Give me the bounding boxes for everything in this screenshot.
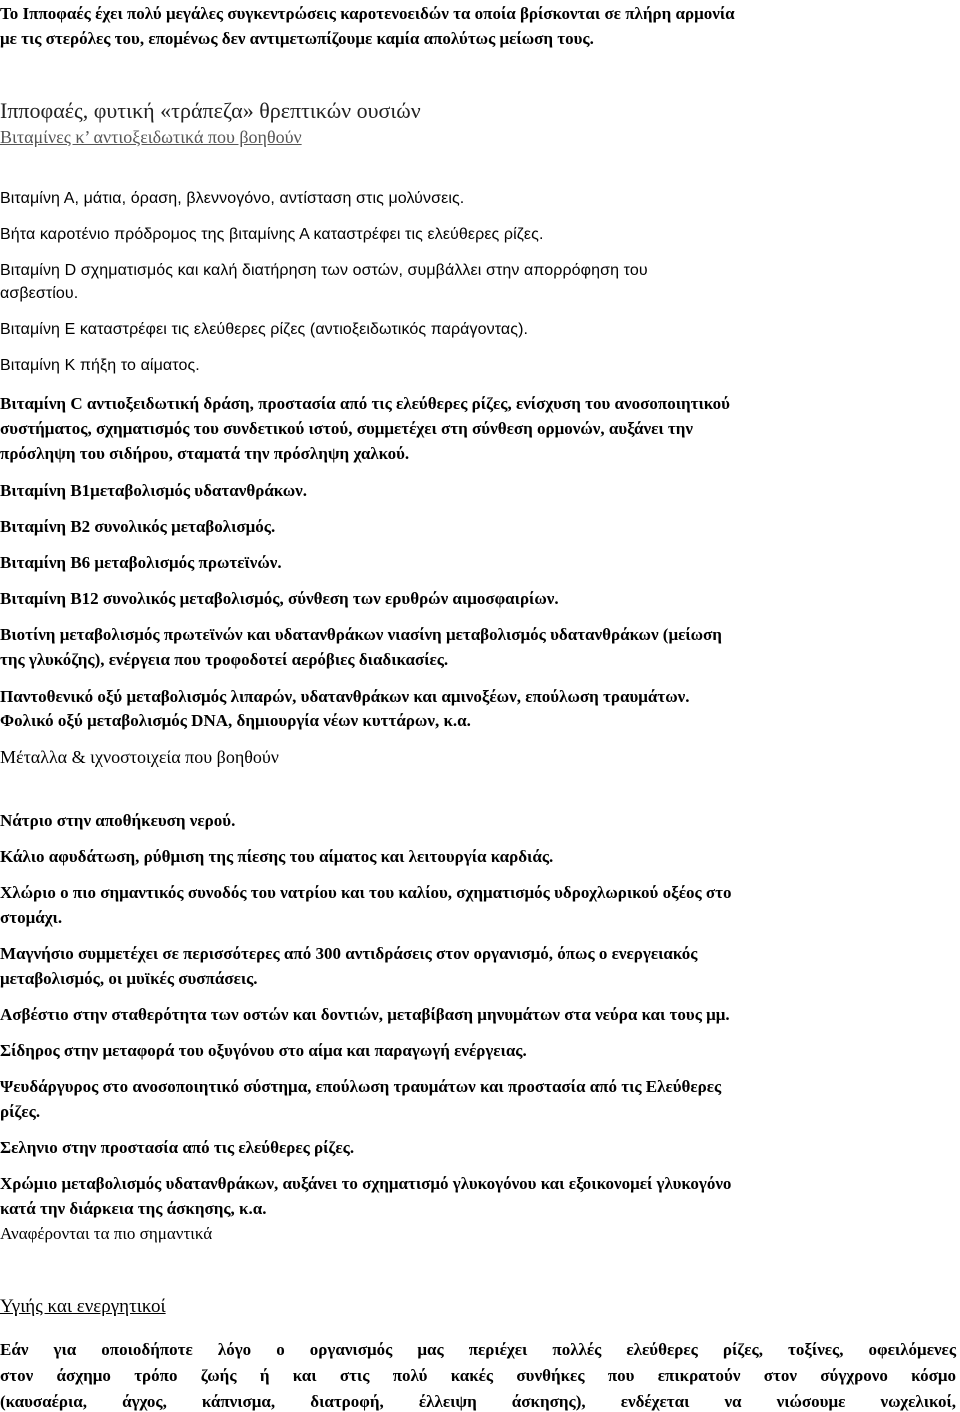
vitamin-line: Βιταμίνη D σχηματισμός και καλή διατήρηση των οστών, συμβάλλει στην απορρόφηση του bbox=[0, 262, 648, 279]
vitamin-line: Βιταμίνη Κ πήξη το αίματος. bbox=[0, 357, 200, 374]
mineral-line: Κάλιο αφυδάτωση, ρύθμιση της πίεσης του αίματος και λειτουργία καρδιάς. bbox=[0, 847, 554, 866]
mineral-line: Σίδηρος στην μεταφορά του οξυγόνου στο αίμα και παραγωγή ενέργειας. bbox=[0, 1041, 527, 1060]
healthy-heading: Υγιής και ενεργητικοί bbox=[0, 1296, 166, 1317]
intro-line: Το Ιπποφαές έχει πολύ μεγάλες συγκεντρώσεις καροτενοειδών τα οποία βρίσκονται σε πλήρη αρμονία bbox=[0, 4, 735, 23]
mineral-line: Ασβέστιο στην σταθερότητα των οστών και δοντιών, μεταβίβαση μηνυμάτων στα νεύρα και τους μμ. bbox=[0, 1005, 730, 1024]
vitamin-line: Βιταμίνη Β12 συνολικός μεταβολισμός, σύνθεση των ερυθρών αιμοσφαιρίων. bbox=[0, 589, 559, 608]
section-subtitle: Βιταμίνες κ’ αντιοξειδωτικά που βοηθούν bbox=[0, 127, 302, 147]
mineral-line: Ψευδάργυρος στο ανοσοποιητικό σύστημα, επούλωση τραυμάτων και προστασία από τις Ελεύθερες bbox=[0, 1077, 722, 1096]
healthy-line: (καυσαέρια, άγχος, κάπνισμα, διατροφή, έλλειψη άσκησης), ενδέχεται να νιώσουμε νωχελικοί, bbox=[0, 1392, 956, 1411]
healthy-line: στον άσχημο τρόπο ζωής ή και στις πολύ κακές συνθήκες που επικρατούν στον σύγχρονο κόσμο bbox=[0, 1366, 956, 1385]
vitamin-line: Βήτα καροτένιο πρόδρομος της βιταμίνης Α καταστρέφει τις ελεύθερες ρίζες. bbox=[0, 226, 544, 243]
vitamin-line: Φολικό οξύ μεταβολισμός DNA, δημιουργία νέων κυττάρων, κ.α. bbox=[0, 711, 471, 730]
vitamin-line: πρόσληψη του σιδήρου, σταματά την πρόσληψη χαλκού. bbox=[0, 444, 410, 463]
vitamin-line: της γλυκόζης), ενέργεια που τροφοδοτεί αερόβιες διαδικασίες. bbox=[0, 650, 449, 669]
mineral-line: ρίζες. bbox=[0, 1102, 41, 1121]
vitamin-line: Βιταμίνη Β2 συνολικός μεταβολισμός. bbox=[0, 517, 276, 536]
vitamin-line: Βιταμίνη Β6 μεταβολισμός πρωτεϊνών. bbox=[0, 553, 282, 572]
section-title: Ιπποφαές, φυτική «τράπεζα» θρεπτικών ουσιών bbox=[0, 98, 421, 123]
healthy-line: Εάν για οποιοδήποτε λόγο ο οργανισμός μας περιέχει πολλές ελεύθερες ρίζες, τοξίνες, οφειλόμενες bbox=[0, 1340, 956, 1359]
vitamin-line: Βιοτίνη μεταβολισμός πρωτεϊνών και υδατανθράκων νιασίνη μεταβολισμός υδατανθράκων (μείωση bbox=[0, 625, 722, 644]
vitamin-line: Παντοθενικό οξύ μεταβολισμός λιπαρών, υδατανθράκων και αμινοξέων, επούλωση τραυμάτων. bbox=[0, 687, 690, 706]
mineral-line: Σεληνιο στην προστασία από τις ελεύθερες ρίζες. bbox=[0, 1138, 355, 1157]
intro-line: με τις στερόλες του, επομένως δεν αντιμετωπίζουμε καμία απολύτως μείωση τους. bbox=[0, 29, 594, 48]
vitamin-line: Βιταμίνη Β1μεταβολισμός υδατανθράκων. bbox=[0, 481, 308, 500]
mineral-line: Χρώμιο μεταβολισμός υδατανθράκων, αυξάνει το σχηματισμό γλυκογόνου και εξοικονομεί γλυκογόνο bbox=[0, 1174, 732, 1193]
vitamin-line: Βιταμίνη C αντιοξειδωτική δράση, προστασία από τις ελεύθερες ρίζες, ενίσχυση του ανοσοποιητικού bbox=[0, 394, 731, 413]
minerals-heading: Μέταλλα & ιχνοστοιχεία που βοηθούν bbox=[0, 747, 279, 767]
minerals-footer: Αναφέρονται τα πιο σημαντικά bbox=[0, 1224, 213, 1243]
mineral-line: κατά την διάρκεια της άσκησης, κ.α. bbox=[0, 1199, 267, 1218]
mineral-line: Μαγνήσιο συμμετέχει σε περισσότερες από 300 αντιδράσεις στον οργανισμό, όπως ο ενεργειακός bbox=[0, 944, 698, 963]
vitamin-line: Βιταμίνη Ε καταστρέφει τις ελεύθερες ρίζες (αντιοξειδωτικός παράγοντας). bbox=[0, 321, 529, 338]
mineral-line: μεταβολισμός, οι μυϊκές συσπάσεις. bbox=[0, 969, 258, 988]
vitamin-line: ασβεστίου. bbox=[0, 285, 79, 302]
mineral-line: Νάτριο στην αποθήκευση νερού. bbox=[0, 811, 236, 830]
vitamin-line: Βιταμίνη Α, μάτια, όραση, βλεννογόνο, αντίσταση στις μολύνσεις. bbox=[0, 190, 465, 207]
mineral-line: στομάχι. bbox=[0, 908, 63, 927]
vitamin-line: συστήματος, σχηματισμός του συνδετικού ιστού, συμμετέχει στη σύνθεση ορμονών, αυξάνει την bbox=[0, 419, 693, 438]
mineral-line: Χλώριο ο πιο σημαντικός συνοδός του νατρίου και του καλίου, σχηματισμός υδροχλωρικού οξέος στο bbox=[0, 883, 732, 902]
